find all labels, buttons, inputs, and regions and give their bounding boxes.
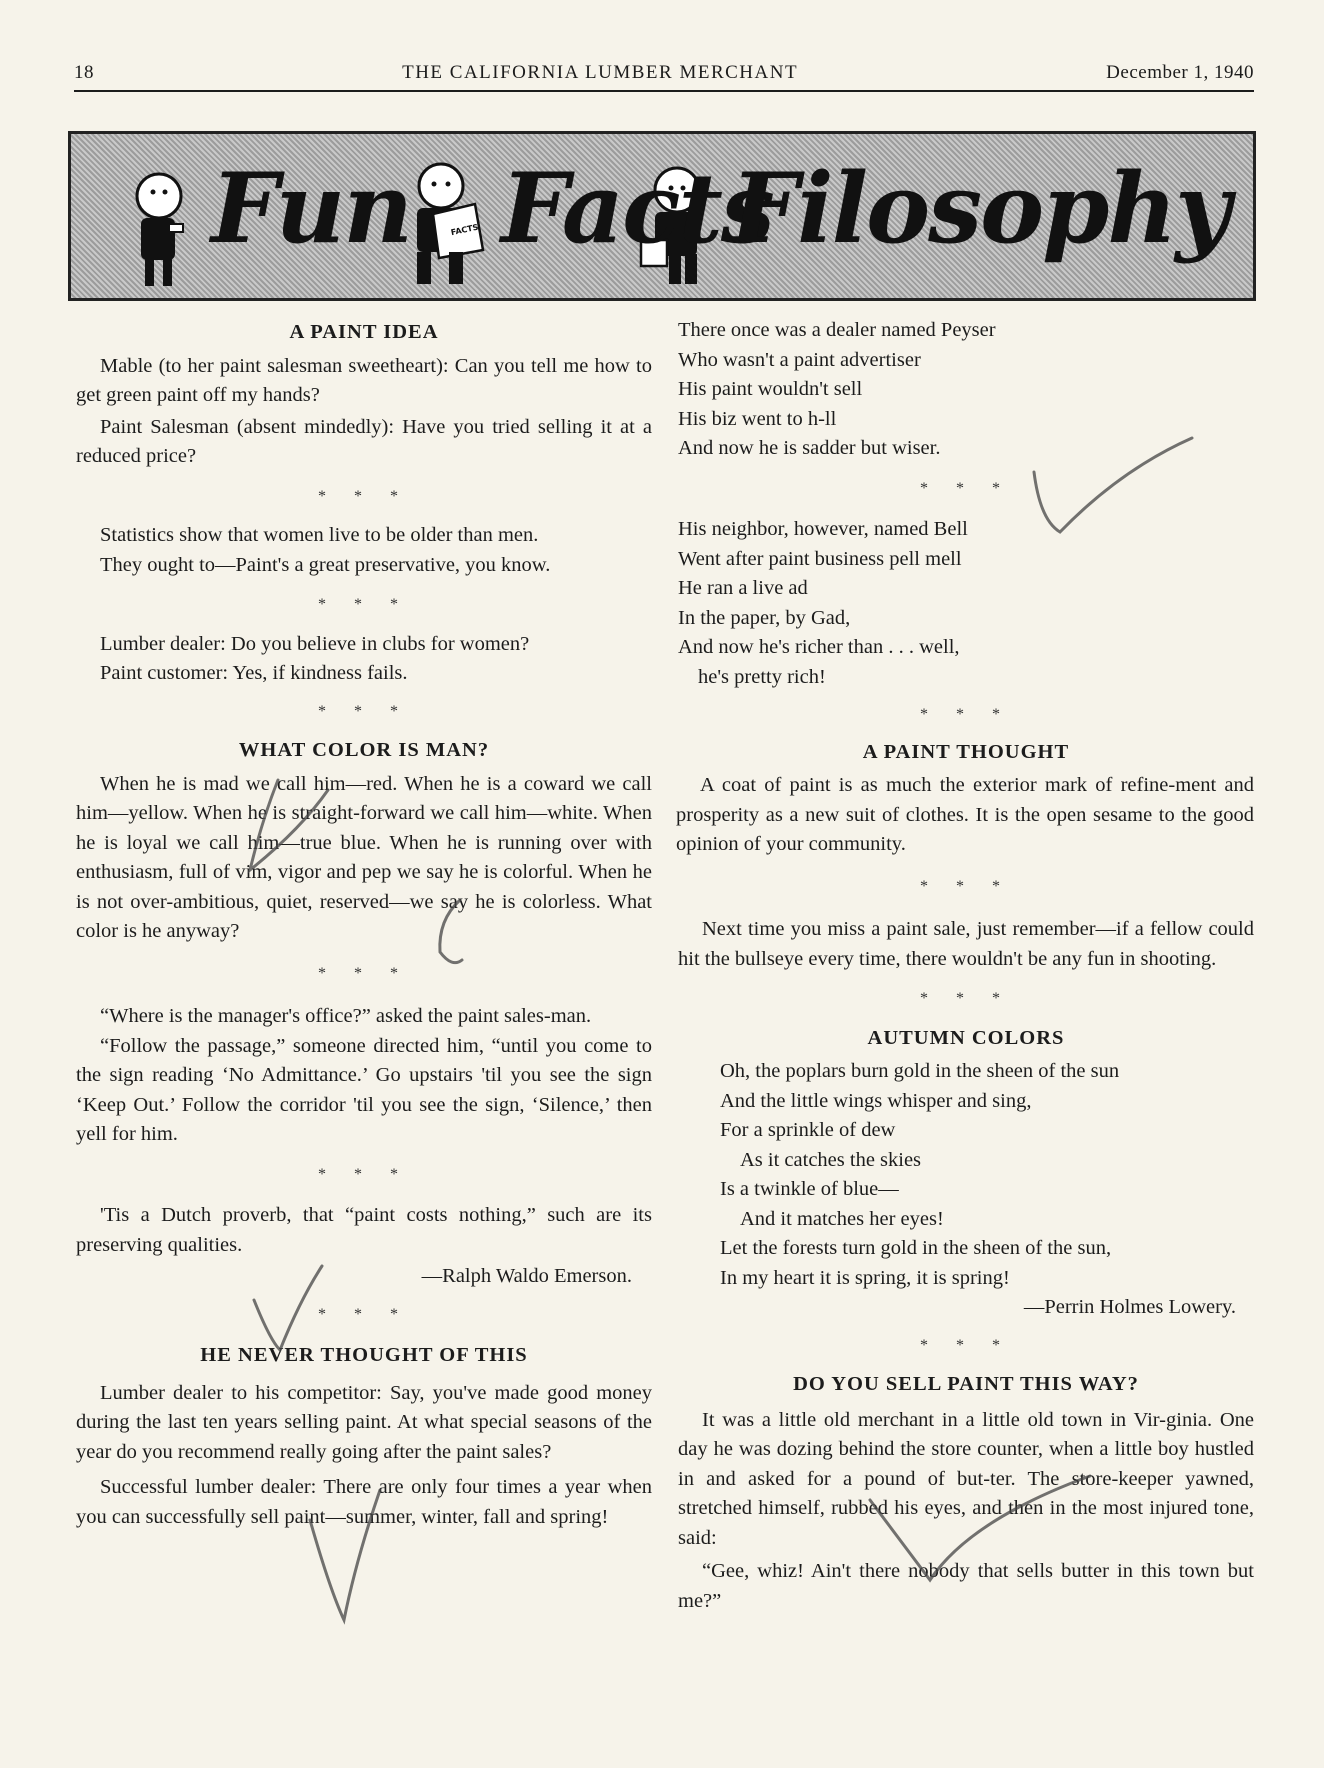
paragraph: It was a little old merchant in a little old town in Vir-ginia. One day he was dozing behind the store counter, when a little boy hustled in and asked for a pound of but-ter. The store-keeper yawned, stretched himself, rubbed his eyes, and then in the most injured tone, said: [678, 1408, 1254, 1549]
heading-do-you-sell-paint-this-way: DO YOU SELL PAINT THIS WAY? [793, 1373, 1139, 1395]
separator-stars: * * * [318, 964, 410, 982]
separator-stars: * * * [318, 1305, 410, 1323]
verse-line: Went after paint business pell mell [678, 547, 962, 570]
separator-stars: * * * [318, 1165, 410, 1183]
paragraph: “Gee, whiz! Ain't there nobody that sells butter in this town but me?” [678, 1560, 1254, 1612]
separator-stars: * * * [920, 877, 1012, 895]
verse-line: And now he is sadder but wiser. [678, 437, 941, 459]
paragraph: Paint Salesman (absent mindedly): Have you tried selling it at a reduced price? [76, 415, 652, 467]
limerick-peyser [678, 316, 1254, 464]
paragraph: Next time you miss a paint sale, just remember—if a fellow could hit the bullseye every time, there wouldn't be any fun in shooting. [678, 918, 1254, 970]
attribution-lowery: —Perrin Holmes Lowery. [1023, 1296, 1236, 1318]
verse-line: His biz went to h-ll [678, 407, 837, 430]
attribution-emerson: —Ralph Waldo Emerson. [421, 1265, 632, 1287]
book-label: FACTS [450, 222, 480, 238]
verse-line: Is a twinkle of blue— [720, 1178, 899, 1200]
paragraph: Statistics show that women live to be older than men. [100, 524, 539, 546]
paragraph: 'Tis a Dutch proverb, that “paint costs nothing,” such are its preserving qualities. [76, 1204, 652, 1256]
heading-he-never-thought-of-this: HE NEVER THOUGHT OF THIS [200, 1344, 528, 1366]
banner-word-fun: Fun [211, 152, 412, 265]
page-number: 18 [74, 62, 94, 83]
separator-stars: * * * [920, 990, 1012, 1007]
paragraph: When he is mad we call him—red. When he is a coward we call him—yellow. When he is straight-forward we call him—white. When he is loyal we call him—true blue. When he is running over with enthusiasm, full of vim, vigor and pep we say he is colorful. When he is not over-ambitious, quiet, reserved—we say he is colorless. What color is he anyway? [76, 772, 652, 942]
verse-line: For a sprinkle of dew [720, 1119, 896, 1141]
publication-title: THE CALIFORNIA LUMBER MERCHANT [402, 62, 799, 83]
verse-line: In the paper, by Gad, [678, 606, 851, 629]
verse-line: And now he's richer than . . . well, [678, 636, 960, 658]
limerick-bell [678, 515, 1254, 692]
paragraph: They ought to—Paint's a great preservative, you know. [100, 553, 551, 576]
verse-line: Let the forests turn gold in the sheen of the sun, [720, 1237, 1112, 1259]
verse-line: There once was a dealer named Peyser [678, 319, 996, 341]
paragraph: Paint customer: Yes, if kindness fails. [100, 662, 408, 684]
issue-date: December 1, 1940 [1106, 62, 1254, 83]
separator-stars: * * * [318, 487, 410, 505]
verse-line: In my heart it is spring, it is spring! [720, 1266, 1010, 1289]
paragraph: Mable (to her paint salesman sweetheart): Can you tell me how to get green paint off my hands? [76, 354, 652, 406]
paragraph: A coat of paint is as much the exterior mark of refine-ment and prosperity as a new suit of clothes. It is the open sesame to the good opinion of your community. [676, 774, 1254, 855]
fun-facts-filosophy-banner [68, 131, 1256, 301]
banner-word-filosophy: Filosophy [731, 152, 1229, 265]
verse-line: His paint wouldn't sell [678, 378, 863, 400]
heading-a-paint-idea: A PAINT IDEA [289, 321, 439, 343]
verse-line: And it matches her eyes! [740, 1207, 944, 1230]
verse-line: His neighbor, however, named Bell [678, 518, 968, 540]
verse-line: Oh, the poplars burn gold in the sheen of the sun [720, 1060, 1120, 1082]
paragraph: Lumber dealer: Do you believe in clubs for women? [100, 632, 530, 655]
poem-autumn-colors [720, 1057, 1254, 1293]
verse-line: he's pretty rich! [698, 665, 826, 688]
verse-line: He ran a live ad [678, 577, 808, 599]
paragraph: “Where is the manager's office?” asked the paint sales-man. [100, 1005, 592, 1027]
verse-line: As it catches the skies [740, 1148, 922, 1171]
verse-line: And the little wings whisper and sing, [720, 1089, 1032, 1112]
paragraph: Lumber dealer to his competitor: Say, you've made good money during the last ten years selling paint. At what special seasons of the year do you recommend really going after the paint sales? [76, 1381, 652, 1463]
paragraph: “Follow the passage,” someone directed him, “until you come to the sign reading ‘No Admittance.’ Go upstairs 'til you see the sign ‘Keep Out.’ Follow the corridor 'til you see the sign, ‘Silence,’ then yell for him. [76, 1034, 652, 1145]
separator-stars: * * * [318, 702, 410, 720]
verse-line: Who wasn't a paint advertiser [678, 348, 921, 371]
heading-a-paint-thought: A PAINT THOUGHT [862, 740, 1070, 763]
separator-stars: * * * [920, 1336, 1012, 1354]
heading-what-color-is-man: WHAT COLOR IS MAN? [238, 739, 490, 761]
running-header [74, 62, 1254, 92]
separator-stars: * * * [318, 596, 410, 613]
paragraph: Successful lumber dealer: There are only four times a year when you can successfully sell paint—summer, winter, fall and spring! [76, 1476, 652, 1528]
banner-word-facts: Facts [501, 152, 773, 265]
separator-stars: * * * [920, 479, 1012, 497]
left-column [76, 318, 652, 1532]
separator-stars: * * * [920, 706, 1012, 723]
banner-title [71, 152, 1253, 282]
heading-autumn-colors: AUTUMN COLORS [867, 1026, 1065, 1049]
right-column [678, 316, 1254, 1616]
